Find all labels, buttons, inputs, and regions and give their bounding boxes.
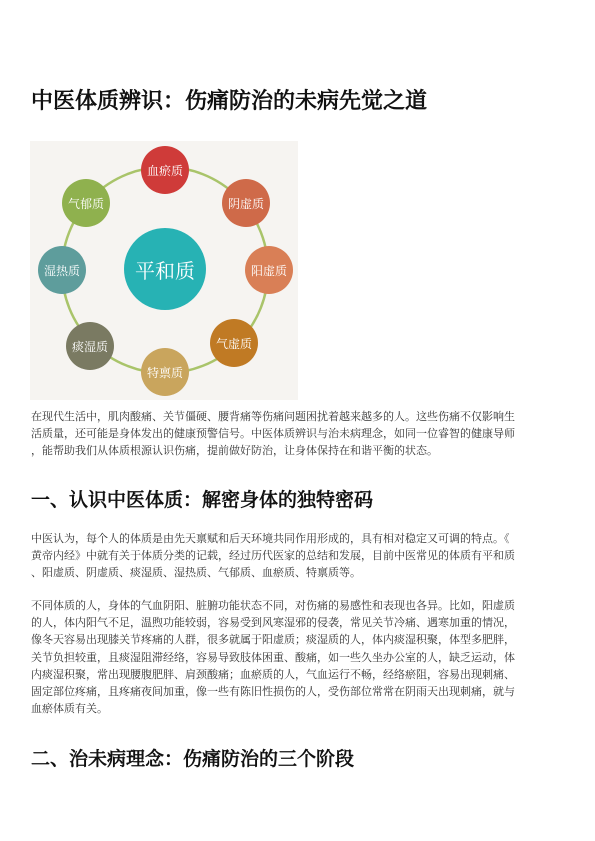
- node-label: 气郁质: [67, 196, 104, 211]
- node-tanshi: [66, 322, 114, 370]
- text-line: 、阳虚质、阴虚质、痰湿质、湿热质、气郁质、血瘀质、特禀质等。: [31, 566, 361, 580]
- node-yinxu: [222, 179, 270, 227]
- node-label: 阴虚质: [227, 196, 264, 211]
- text-line: 黄帝内经》中就有关于体质分类的记载，经过历代医家的总结和发展，目前中医常见的体质有平和质: [31, 549, 515, 563]
- node-qixu: [210, 319, 258, 367]
- node-xueyu: [141, 146, 189, 194]
- text-line: 关节负担较重，且痰湿阻滞经络，容易导致肢体困重、酸痛，如一些久坐办公室的人，缺乏运动，体: [31, 650, 515, 664]
- center-node-label: 平和质: [135, 258, 195, 283]
- node-label: 痰湿质: [71, 339, 108, 354]
- text-line: 血瘀体质有关。: [31, 702, 108, 716]
- page-title: 中医体质辨识：伤痛防治的未病先觉之道: [31, 89, 428, 114]
- node-qiyu: [62, 179, 110, 227]
- section1-paragraph-1: [31, 530, 566, 582]
- constitution-diagram: [30, 141, 298, 400]
- section1-paragraph-2: [31, 597, 566, 717]
- text-line: 内痰湿积聚，常出现腰腹肥胖、肩颈酸痛；血瘀质的人，气血运行不畅，经络瘀阻，容易出现刺痛、: [31, 667, 515, 681]
- text-line: ，能帮助我们从体质根源认识伤痛，提前做好防治，让身体保持在和谐平衡的状态。: [31, 444, 438, 458]
- node-label: 阳虚质: [250, 263, 287, 278]
- node-shire: [38, 246, 86, 294]
- section-heading-2: 二、治未病理念：伤痛防治的三个阶段: [31, 748, 355, 770]
- text-line: 在现代生活中，肌肉酸痛、关节僵硬、腰背痛等伤痛问题困扰着越来越多的人。这些伤痛不仅影响生: [31, 410, 515, 423]
- center-node-pinghe: [124, 228, 206, 310]
- node-label: 气虚质: [215, 336, 252, 351]
- node-label: 血瘀质: [146, 163, 183, 178]
- text-line: 像冬天容易出现膝关节疼痛的人群，很多就属于阳虚质；痰湿质的人，体内痰湿积聚，体型多肥胖，: [31, 633, 515, 647]
- section-heading-1: 一、认识中医体质：解密身体的独特密码: [31, 489, 374, 511]
- text-line: 固定部位疼痛，且疼痛夜间加重，像一些有陈旧性损伤的人，受伤部位常常在阴雨天出现刺痛，就与: [31, 685, 515, 699]
- node-label: 湿热质: [43, 263, 80, 278]
- node-yangxu: [245, 246, 293, 294]
- text-line: 活质量，还可能是身体发出的健康预警信号。中医体质辨识与治未病理念，如同一位睿智的健康导师: [31, 427, 515, 441]
- text-line: 中医认为，每个人的体质是由先天禀赋和后天环境共同作用形成的，具有相对稳定又可调的特点。《: [31, 532, 510, 545]
- node-label: 特禀质: [146, 365, 183, 380]
- node-tebing: [141, 348, 189, 396]
- intro-paragraph: [31, 408, 566, 460]
- text-line: 不同体质的人，身体的气血阴阳、脏腑功能状态不同，对伤痛的易感性和表现也各异。比如，阳虚质: [31, 599, 515, 612]
- text-line: 的人，体内阳气不足，温煦功能较弱，容易受到风寒湿邪的侵袭，常见关节冷痛、遇寒加重的情况，: [31, 616, 515, 630]
